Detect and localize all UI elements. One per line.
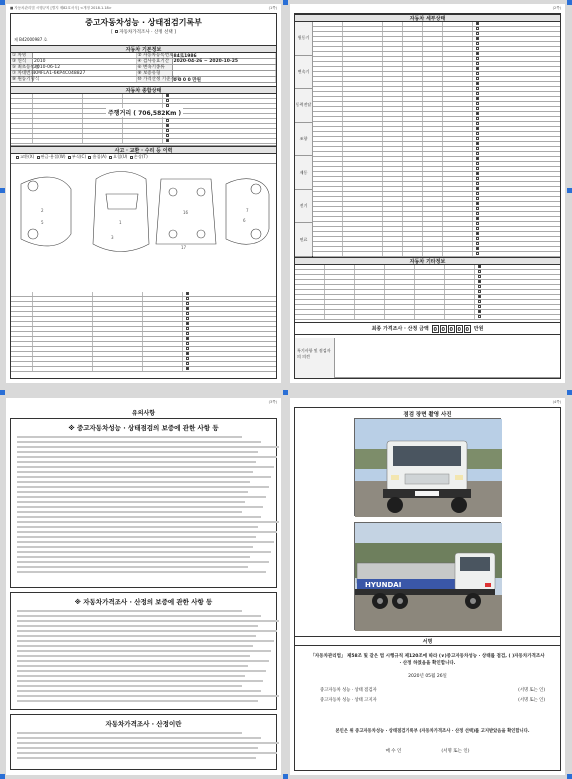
checkbox[interactable] (186, 312, 189, 315)
section-accident-history: 사고 · 교환 · 수리 등 이력 (11, 146, 276, 154)
checkbox[interactable] (186, 322, 189, 325)
form-header: ■ 자동차관리법 시행규칙 [별지 제82호서식] <개정 2018.1.18> (10, 6, 112, 10)
special-notes: 특기사항 및 점검자의 의견 (295, 338, 560, 378)
document-page-2 (290, 4, 565, 383)
checkbox[interactable] (476, 237, 479, 240)
checkbox[interactable] (476, 202, 479, 205)
section-detail-status: 자동차 세부상태 (295, 14, 560, 22)
checkbox[interactable] (115, 30, 118, 33)
page-number: (1쪽) (268, 6, 277, 10)
checkbox[interactable] (476, 112, 479, 115)
page-number: (3쪽) (268, 400, 277, 404)
sign-title: 서명 (294, 636, 561, 646)
price-digit: 0 (457, 326, 461, 333)
truck-side-photo (354, 522, 501, 630)
selection-handle[interactable] (567, 0, 572, 5)
checkbox[interactable] (478, 280, 481, 283)
checkbox[interactable] (476, 167, 479, 170)
accident-legend: 교환(X) 판금·용접(W) 부식(C) 흠집(A) 요철(U) 손상(T) (11, 154, 276, 164)
photo-title: 점검 장면 촬영 사진 (403, 412, 452, 418)
checkbox[interactable] (186, 317, 189, 320)
document-page-4 (290, 398, 565, 775)
checkbox[interactable] (166, 134, 169, 137)
basic-info-row: ⑦ 차대번호 KMFLA1-6KP4C048827 ⑧ 보증유형 (11, 71, 276, 77)
checkbox[interactable] (166, 139, 169, 142)
form-title: 중고자동차성능 · 상태점검기록부 (85, 18, 202, 27)
checkbox[interactable] (476, 252, 479, 255)
svg-text:6: 6 (243, 218, 246, 223)
checkbox[interactable] (476, 132, 479, 135)
checkbox[interactable] (478, 285, 481, 288)
checkbox[interactable] (476, 192, 479, 195)
checkbox[interactable] (476, 52, 479, 55)
signer-row: 중고자동차 성능 · 상태 점검자 (서명 또는 인) (320, 688, 545, 693)
checkbox[interactable] (166, 129, 169, 132)
checkbox[interactable] (186, 347, 189, 350)
checkbox[interactable] (478, 290, 481, 293)
checkbox[interactable] (476, 97, 479, 100)
checkbox[interactable] (186, 352, 189, 355)
checkbox[interactable] (476, 32, 479, 35)
selection-handle[interactable] (567, 774, 572, 779)
checkbox[interactable] (476, 242, 479, 245)
page-number: (4쪽) (552, 400, 561, 404)
checkbox[interactable] (476, 27, 479, 30)
checkbox[interactable] (186, 332, 189, 335)
detail-category: 연료 (295, 223, 312, 257)
checkbox[interactable] (478, 305, 481, 308)
notice-box-1: ※ 중고자동차성능 · 상태점검의 보증에 관한 사항 등 (10, 418, 277, 588)
selection-handle[interactable] (0, 390, 5, 395)
checkbox[interactable] (166, 124, 169, 127)
checkbox[interactable] (476, 217, 479, 220)
section-basic-info: 자동차 기본정보 (11, 45, 276, 53)
svg-text:1: 1 (119, 220, 122, 225)
checkbox[interactable] (476, 42, 479, 45)
truck-front-photo (354, 418, 501, 516)
basic-info-row: ⑨ 원동기형식 ⑩ 가격산정 기준가격 0 0 0 0 만원 (11, 77, 276, 83)
selection-handle[interactable] (567, 188, 572, 193)
selection-handle[interactable] (0, 0, 5, 5)
sign-date: 2020년 05월 26일 (408, 674, 447, 679)
selection-handle[interactable] (0, 188, 5, 193)
checkbox[interactable] (476, 72, 479, 75)
checkbox[interactable] (476, 227, 479, 230)
checkbox[interactable] (166, 119, 169, 122)
selection-handle[interactable] (0, 774, 5, 779)
svg-text:3: 3 (111, 235, 114, 240)
checkbox[interactable] (476, 142, 479, 145)
checkbox[interactable] (476, 197, 479, 200)
checkbox[interactable] (166, 104, 169, 107)
selection-handle[interactable] (283, 390, 288, 395)
notice-box-3: 자동차가격조사 · 산정이란 (10, 714, 277, 770)
checkbox[interactable] (186, 327, 189, 330)
subtitle-options: [ 자동차가격조사 · 산정 선택 ] (111, 30, 176, 35)
checkbox[interactable] (476, 207, 479, 210)
checkbox[interactable] (186, 302, 189, 305)
checkbox[interactable] (476, 182, 479, 185)
checkbox[interactable] (186, 342, 189, 345)
checkbox[interactable] (186, 362, 189, 365)
price-digit: 0 (465, 326, 469, 333)
truck-brand-text: HYUNDAI (365, 581, 402, 589)
car-diagram (11, 164, 278, 259)
checkbox[interactable] (476, 92, 479, 95)
checkbox[interactable] (478, 300, 481, 303)
price-digit: 0 (433, 326, 437, 333)
detail-category: 제동 (295, 156, 312, 190)
svg-text:2: 2 (41, 208, 44, 213)
checkbox[interactable] (476, 22, 479, 25)
basic-info-row: ③ 연식 2010 ④ 검사유효기간 2020-04-26 ~ 2020-10-25 (11, 59, 276, 65)
checkbox[interactable] (476, 212, 479, 215)
selection-handle[interactable] (283, 774, 288, 779)
section-overall-status: 자동차 종합상태 (11, 86, 276, 94)
checkbox[interactable] (476, 122, 479, 125)
checkbox[interactable] (476, 87, 479, 90)
basic-info-row: ① 차명 ② 자동차등록번호 84로1986 (11, 53, 276, 59)
selection-handle[interactable] (567, 390, 572, 395)
checkbox[interactable] (476, 57, 479, 60)
detail-category: 전기 (295, 190, 312, 224)
car-top-view (93, 172, 149, 252)
notice-title: 유의사항 (131, 410, 156, 417)
basic-info-row: ⑤ 최초등록일 2010-06-12 ⑥ 변속기종류 (11, 65, 276, 71)
checkbox[interactable] (476, 157, 479, 160)
checkbox[interactable] (476, 77, 479, 80)
receipt-statement: 본인은 위 중고자동차성능 · 상태점검기록부 (자동차가격조사 · 산정 선택)를 고지받았음을 확인합니다. (335, 729, 530, 734)
checkbox[interactable] (476, 47, 479, 50)
section-other-info: 자동차 기타정보 (295, 257, 560, 265)
svg-text:5: 5 (41, 220, 44, 225)
final-price-row: 최종 가격조사 · 산정 금액 0 0 0 0 0 만원 (295, 322, 560, 335)
detail-category: 동력전달 (295, 89, 312, 123)
mileage-value: 주행거리 ( 706,582Km ) (108, 110, 182, 117)
checkbox[interactable] (476, 117, 479, 120)
checkbox[interactable] (478, 275, 481, 278)
selection-handle[interactable] (283, 0, 288, 5)
checkbox[interactable] (478, 295, 481, 298)
checkbox[interactable] (476, 127, 479, 130)
status-table (11, 94, 276, 146)
document-page-1 (6, 4, 281, 383)
checkbox[interactable] (478, 315, 481, 318)
basic-info-table (11, 53, 276, 83)
checkbox[interactable] (166, 94, 169, 97)
checkbox[interactable] (476, 162, 479, 165)
svg-text:16: 16 (183, 210, 189, 215)
notice-box-2: ※ 자동차가격조사 · 산정의 보증에 관한 사항 등 (10, 592, 277, 710)
checkbox[interactable] (476, 232, 479, 235)
signer-row: 중고자동차 성능 · 상태 고지자 (서명 또는 인) (320, 698, 545, 703)
checkbox[interactable] (476, 137, 479, 140)
buyer-sign: 매 수 인 (서명 또는 인) (385, 749, 470, 754)
svg-text:7: 7 (246, 208, 249, 213)
checkbox[interactable] (476, 187, 479, 190)
checkbox[interactable] (476, 147, 479, 150)
price-digit: 0 (441, 326, 445, 333)
detail-category: 원동기 (295, 22, 312, 56)
checkbox[interactable] (186, 357, 189, 360)
sign-statement: 「자동차관리법」 제58조 및 같은 법 시행규칙 제120조에 따라 (∨)중고자동차성능 · 상태를 점검, ( )자동차가격조사 · 산정 하였음을 확인합니다. (310, 654, 545, 666)
checkbox[interactable] (186, 367, 189, 370)
checkbox[interactable] (476, 222, 479, 225)
checkbox[interactable] (186, 292, 189, 295)
checkbox[interactable] (476, 152, 479, 155)
checkbox[interactable] (186, 307, 189, 310)
page-number: (2쪽) (552, 6, 561, 10)
checkbox[interactable] (186, 297, 189, 300)
form-frame (10, 13, 277, 379)
checkbox[interactable] (476, 37, 479, 40)
detail-category: 조향 (295, 123, 312, 157)
checkbox[interactable] (476, 102, 479, 105)
checkbox[interactable] (476, 82, 479, 85)
document-page-3 (6, 398, 281, 775)
checkbox[interactable] (166, 99, 169, 102)
detail-table (295, 22, 560, 257)
document-number: 제 B42000987 호 (14, 37, 48, 42)
checkbox[interactable] (476, 107, 479, 110)
detail-category: 변속기 (295, 56, 312, 90)
checkbox[interactable] (476, 172, 479, 175)
checkbox[interactable] (476, 247, 479, 250)
price-digit: 0 (449, 326, 453, 333)
svg-text:17: 17 (181, 245, 187, 250)
checkbox[interactable] (478, 265, 481, 268)
checkbox[interactable] (478, 270, 481, 273)
checkbox[interactable] (478, 310, 481, 313)
checkbox[interactable] (476, 67, 479, 70)
checkbox[interactable] (476, 62, 479, 65)
form-frame (294, 13, 561, 379)
checkbox[interactable] (186, 337, 189, 340)
checkbox[interactable] (476, 177, 479, 180)
